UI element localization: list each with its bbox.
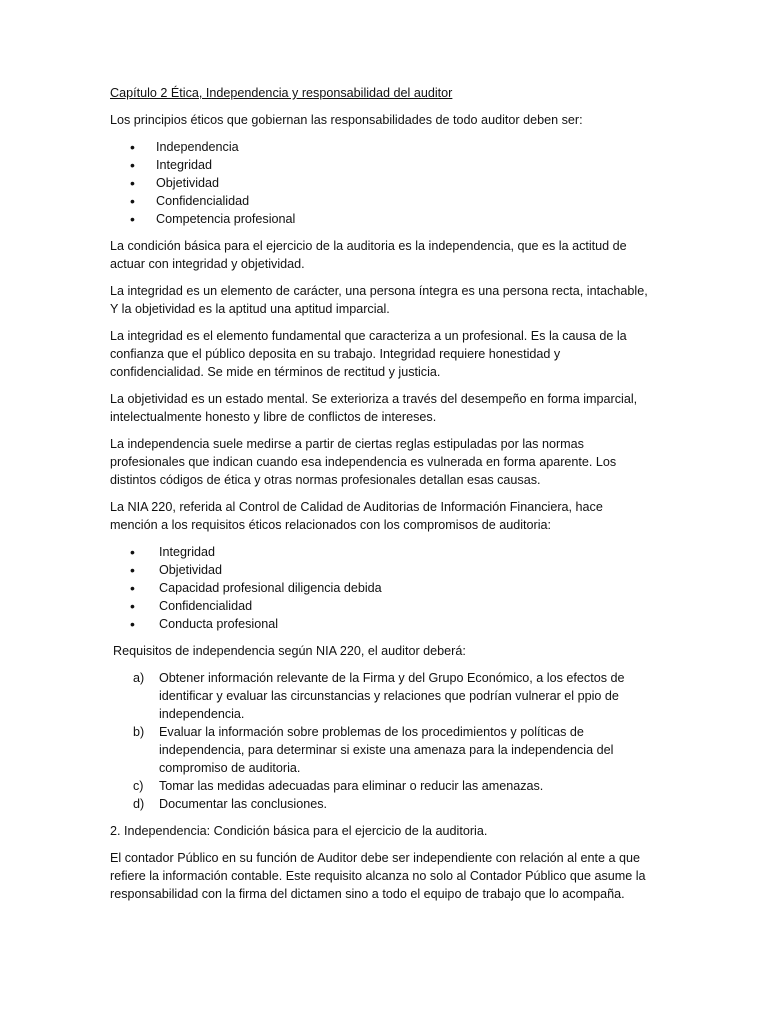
list-item	[110, 777, 650, 795]
chapter-title: Capítulo 2 Ética, Independencia y responsabilidad del auditor	[110, 86, 453, 100]
list-item	[110, 669, 650, 723]
list-item: • Confidencialidad	[110, 192, 650, 210]
principles-list	[110, 138, 650, 228]
list-item: • Integridad	[110, 156, 650, 174]
list-item-text: Documentar las conclusiones.	[159, 797, 327, 811]
list-item: • Integridad	[110, 543, 650, 561]
list-marker: d)	[133, 797, 145, 811]
document-page	[110, 84, 650, 912]
intro-paragraph: Los principios éticos que gobiernan las responsabilidades de todo auditor deben ser:	[110, 113, 583, 127]
list-item-text: Evaluar la información sobre problemas de los procedimientos y políticas de independencia, para determinar si existe una amenaza para la independencia del compromiso de auditoria.	[159, 725, 614, 775]
list-item: • Capacidad profesional diligencia debida	[110, 579, 650, 597]
list-item: • Confidencialidad	[110, 597, 650, 615]
list-item-text: Tomar las medidas adecuadas para eliminar o reducir las amenazas.	[159, 779, 544, 793]
list-item: • Competencia profesional	[110, 210, 650, 228]
list-marker: c)	[133, 779, 144, 793]
list-item: • Objetividad	[110, 561, 650, 579]
requirements-list	[110, 543, 650, 633]
list-marker: a)	[133, 671, 145, 685]
paragraph-integrity-definition: La integridad es un elemento de carácter, una persona íntegra es una persona recta, intachable, Y la objetividad es la aptitud una aptitud imparcial.	[110, 284, 648, 316]
list-marker: b)	[133, 725, 145, 739]
list-item: • Objetividad	[110, 174, 650, 192]
paragraph-nia-220: La NIA 220, referida al Control de Calidad de Auditorias de Información Financiera, hace mención a los requisitos éticos relacionados con los compromisos de auditoria:	[110, 500, 603, 532]
nia-requirements-intro: Requisitos de independencia según NIA 220, el auditor deberá:	[113, 644, 466, 658]
paragraph-independence: La condición básica para el ejercicio de la auditoria es la independencia, que es la actitud de actuar con integridad y objetividad.	[110, 239, 627, 271]
list-item	[110, 723, 650, 777]
section-2-title: 2. Independencia: Condición básica para el ejercicio de la auditoria.	[110, 824, 488, 838]
section-2-body: El contador Público en su función de Auditor debe ser independiente con relación al ente a que refiere la información contable. Este requisito alcanza no solo al Contador Público que asume la responsabilidad con la firma del dictamen sino a todo el equipo de trabajo que lo acompaña.	[110, 851, 646, 901]
list-item	[110, 795, 650, 813]
list-item-text: Obtener información relevante de la Firma y del Grupo Económico, a los efectos de identificar y evaluar las circunstancias y relaciones que podrían vulnerar el ppio de independencia.	[159, 671, 625, 721]
list-item: • Independencia	[110, 138, 650, 156]
paragraph-independence-rules: La independencia suele medirse a partir de ciertas reglas estipuladas por las normas profesionales que indican cuando esa independencia es vulnerada en forma aparente. Los distintos códigos de ética y otras normas profesionales detallan esas causas.	[110, 437, 617, 487]
list-item: • Conducta profesional	[110, 615, 650, 633]
nia-requirements-list	[110, 669, 650, 813]
paragraph-objectivity: La objetividad es un estado mental. Se exterioriza a través del desempeño en forma imparcial, intelectualmente honesto y libre de conflictos de intereses.	[110, 392, 638, 424]
paragraph-integrity-fundamental: La integridad es el elemento fundamental que caracteriza a un profesional. Es la causa de la confianza que el público deposita en su trabajo. Integridad requiere honestidad y confidencialidad. Se mide en términos de rectitud y justicia.	[110, 329, 627, 379]
